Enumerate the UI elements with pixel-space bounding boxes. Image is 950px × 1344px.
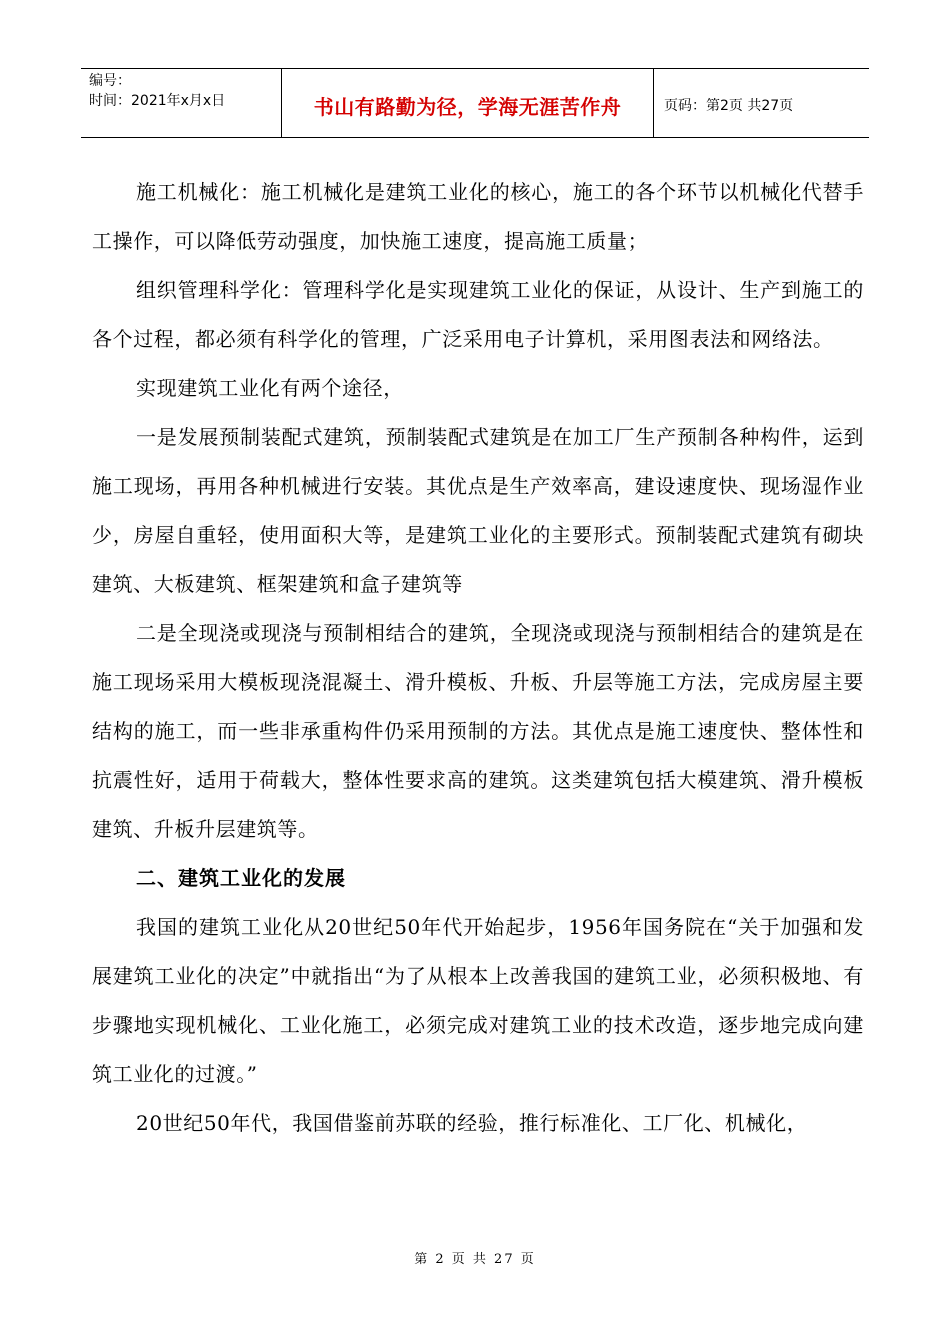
header-motto: 书山有路勤为径，学海无涯苦作舟	[313, 94, 622, 119]
paragraph: 我国的建筑工业化从20世纪50年代开始起步，1956年国务院在“关于加强和发展建筑工业化的决定”中就指出“为了从根本上改善我国的建筑工业，必须积极地、有步骤地实现机械化、工业化施工，必须完成对建筑工业的技术改造，逐步地完成向建筑工业化的过渡。”	[92, 915, 864, 1086]
paragraph: 组织管理科学化：管理科学化是实现建筑工业化的保证，从设计、生产到施工的各个过程，都必须有科学化的管理，广泛采用电子计算机，采用图表法和网络法。	[92, 278, 864, 351]
header-motto-cell	[282, 69, 654, 137]
document-number-label: 编号：	[89, 73, 131, 89]
header-page-info: 页码：第2页 共27页	[664, 98, 794, 114]
page-header	[81, 68, 869, 138]
header-page-info-cell	[654, 69, 869, 137]
document-body	[92, 168, 864, 1148]
paragraph: 二是全现浇或现浇与预制相结合的建筑，全现浇或现浇与预制相结合的建筑是在施工现场采用大模板现浇混凝土、滑升模板、升板、升层等施工方法，完成房屋主要结构的施工，而一些非承重构件仍采用预制的方法。其优点是施工速度快、整体性和抗震性好，适用于荷载大，整体性要求高的建筑。这类建筑包括大模建筑、滑升模板建筑、升板升层建筑等。	[92, 621, 864, 841]
header-left-cell	[81, 69, 282, 137]
document-time-label: 时间：2021年x月x日	[89, 93, 226, 109]
section-heading: 二、建筑工业化的发展	[136, 866, 346, 890]
paragraph: 实现建筑工业化有两个途径，	[136, 376, 404, 400]
page-footer: 第 2 页 共 27 页	[414, 1252, 536, 1267]
paragraph: 一是发展预制装配式建筑，预制装配式建筑是在加工厂生产预制各种构件，运到施工现场，再用各种机械进行安装。其优点是生产效率高，建设速度快、现场湿作业少，房屋自重轻，使用面积大等，是建筑工业化的主要形式。预制装配式建筑有砌块建筑、大板建筑、框架建筑和盒子建筑等	[92, 425, 864, 596]
paragraph: 20世纪50年代，我国借鉴前苏联的经验，推行标准化、工厂化、机械化，	[136, 1111, 808, 1135]
paragraph: 施工机械化：施工机械化是建筑工业化的核心，施工的各个环节以机械化代替手工操作，可以降低劳动强度，加快施工速度，提高施工质量；	[92, 180, 864, 253]
